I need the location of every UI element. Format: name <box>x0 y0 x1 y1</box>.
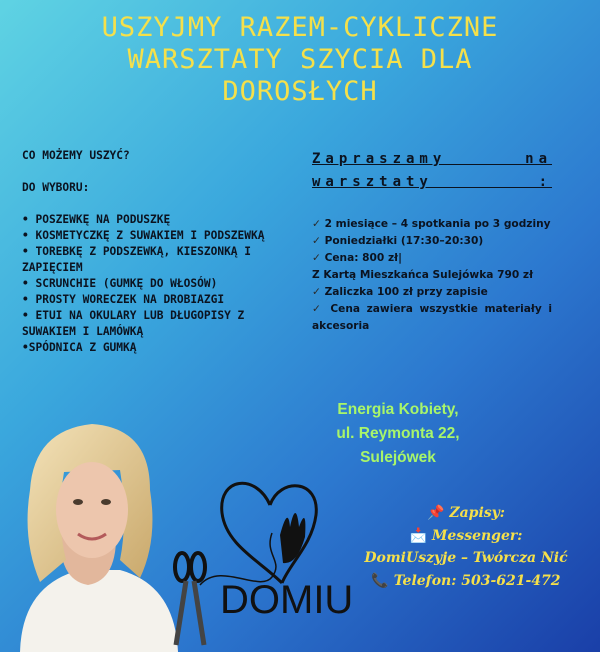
title-line-1: USZYJMY RAZEM-CYKLICZNE <box>101 12 499 43</box>
title-line-3: DOROSŁYCH <box>222 76 378 107</box>
option-item: • ETUI NA OKULARY LUB DŁUGOPISY Z SUWAKIEM I LAMÓWKĄ <box>22 309 245 338</box>
option-item: • KOSMETYCZKĘ Z SUWAKIEM I PODSZEWKĄ <box>22 229 265 242</box>
check-icon: ✓ <box>312 252 321 264</box>
detail-text: Cena zawiera wszystkie materiały i akcesoria <box>312 303 552 332</box>
eye-right <box>101 499 111 505</box>
messenger-line <box>346 525 586 548</box>
pin-icon: 📌 <box>427 505 445 521</box>
detail-item <box>312 284 552 301</box>
detail-text: Z Kartą Mieszkańca Sulejówka 790 zł <box>312 269 533 281</box>
signup-label: Zapisy: <box>449 505 505 521</box>
mail-icon: 📩 <box>409 527 428 544</box>
detail-item <box>312 216 552 233</box>
phone-icon: 📞 <box>371 572 389 589</box>
option-item: • SCRUNCHIE (GUMKĘ DO WŁOSÓW) <box>22 277 218 290</box>
address-line-1: Energia Kobiety, <box>337 401 459 418</box>
host-photo <box>0 410 180 652</box>
detail-text: Zaliczka 100 zł przy zapisie <box>324 286 488 298</box>
option-item: • POSZEWKĘ NA PODUSZKĘ <box>22 213 171 226</box>
eye-left <box>73 499 83 505</box>
check-icon: ✓ <box>312 235 321 247</box>
options-choose-label: DO WYBORU: <box>22 181 90 194</box>
shirt-shape <box>20 570 178 652</box>
address-line-2: ul. Reymonta 22, <box>336 425 460 442</box>
scissors-icon <box>175 553 205 645</box>
detail-text: Poniedziałki (17:30–20:30) <box>324 235 484 247</box>
detail-item <box>312 267 552 284</box>
check-icon: ✓ <box>312 286 321 298</box>
phone-line <box>346 570 586 593</box>
face-shape <box>56 462 128 558</box>
address-line-3: Sulejówek <box>360 449 436 466</box>
hand-shape <box>280 513 305 563</box>
title-line-2: WARSZTATY SZYCIA DLA <box>127 44 473 75</box>
option-item: •SPÓDNICA Z GUMKĄ <box>22 341 137 354</box>
invite-line-1: Zapraszamy na <box>312 151 552 167</box>
options-question: CO MOŻEMY USZYĆ? <box>22 149 130 162</box>
detail-item <box>312 233 552 250</box>
messenger-label: Messenger: <box>431 527 523 544</box>
poster-title <box>20 12 580 108</box>
detail-item <box>312 250 552 267</box>
detail-text: Cena: 800 zł| <box>324 252 402 264</box>
messenger-page-name: DomiUszyje – Twórcza Nić <box>364 550 568 566</box>
detail-item <box>312 301 552 335</box>
details-list <box>312 216 552 335</box>
detail-text: 2 miesiące – 4 spotkania po 3 godziny <box>324 218 551 230</box>
logo-text: DOMIU <box>220 578 354 622</box>
check-icon: ✓ <box>312 218 321 230</box>
signup-line <box>346 502 586 525</box>
invite-line-2: warsztaty : <box>312 174 552 190</box>
contact-info <box>346 502 586 592</box>
option-item: • TOREBKĘ Z PODSZEWKĄ, KIESZONKĄ I ZAPIĘCIEM <box>22 245 252 274</box>
option-item: • PROSTY WORECZEK NA DROBIAZGI <box>22 293 225 306</box>
phone-number: Telefon: 503-621-472 <box>393 572 561 589</box>
check-icon: ✓ <box>312 303 324 315</box>
sewing-options <box>22 148 290 356</box>
workshop-details <box>312 148 552 335</box>
venue-address <box>300 398 496 470</box>
